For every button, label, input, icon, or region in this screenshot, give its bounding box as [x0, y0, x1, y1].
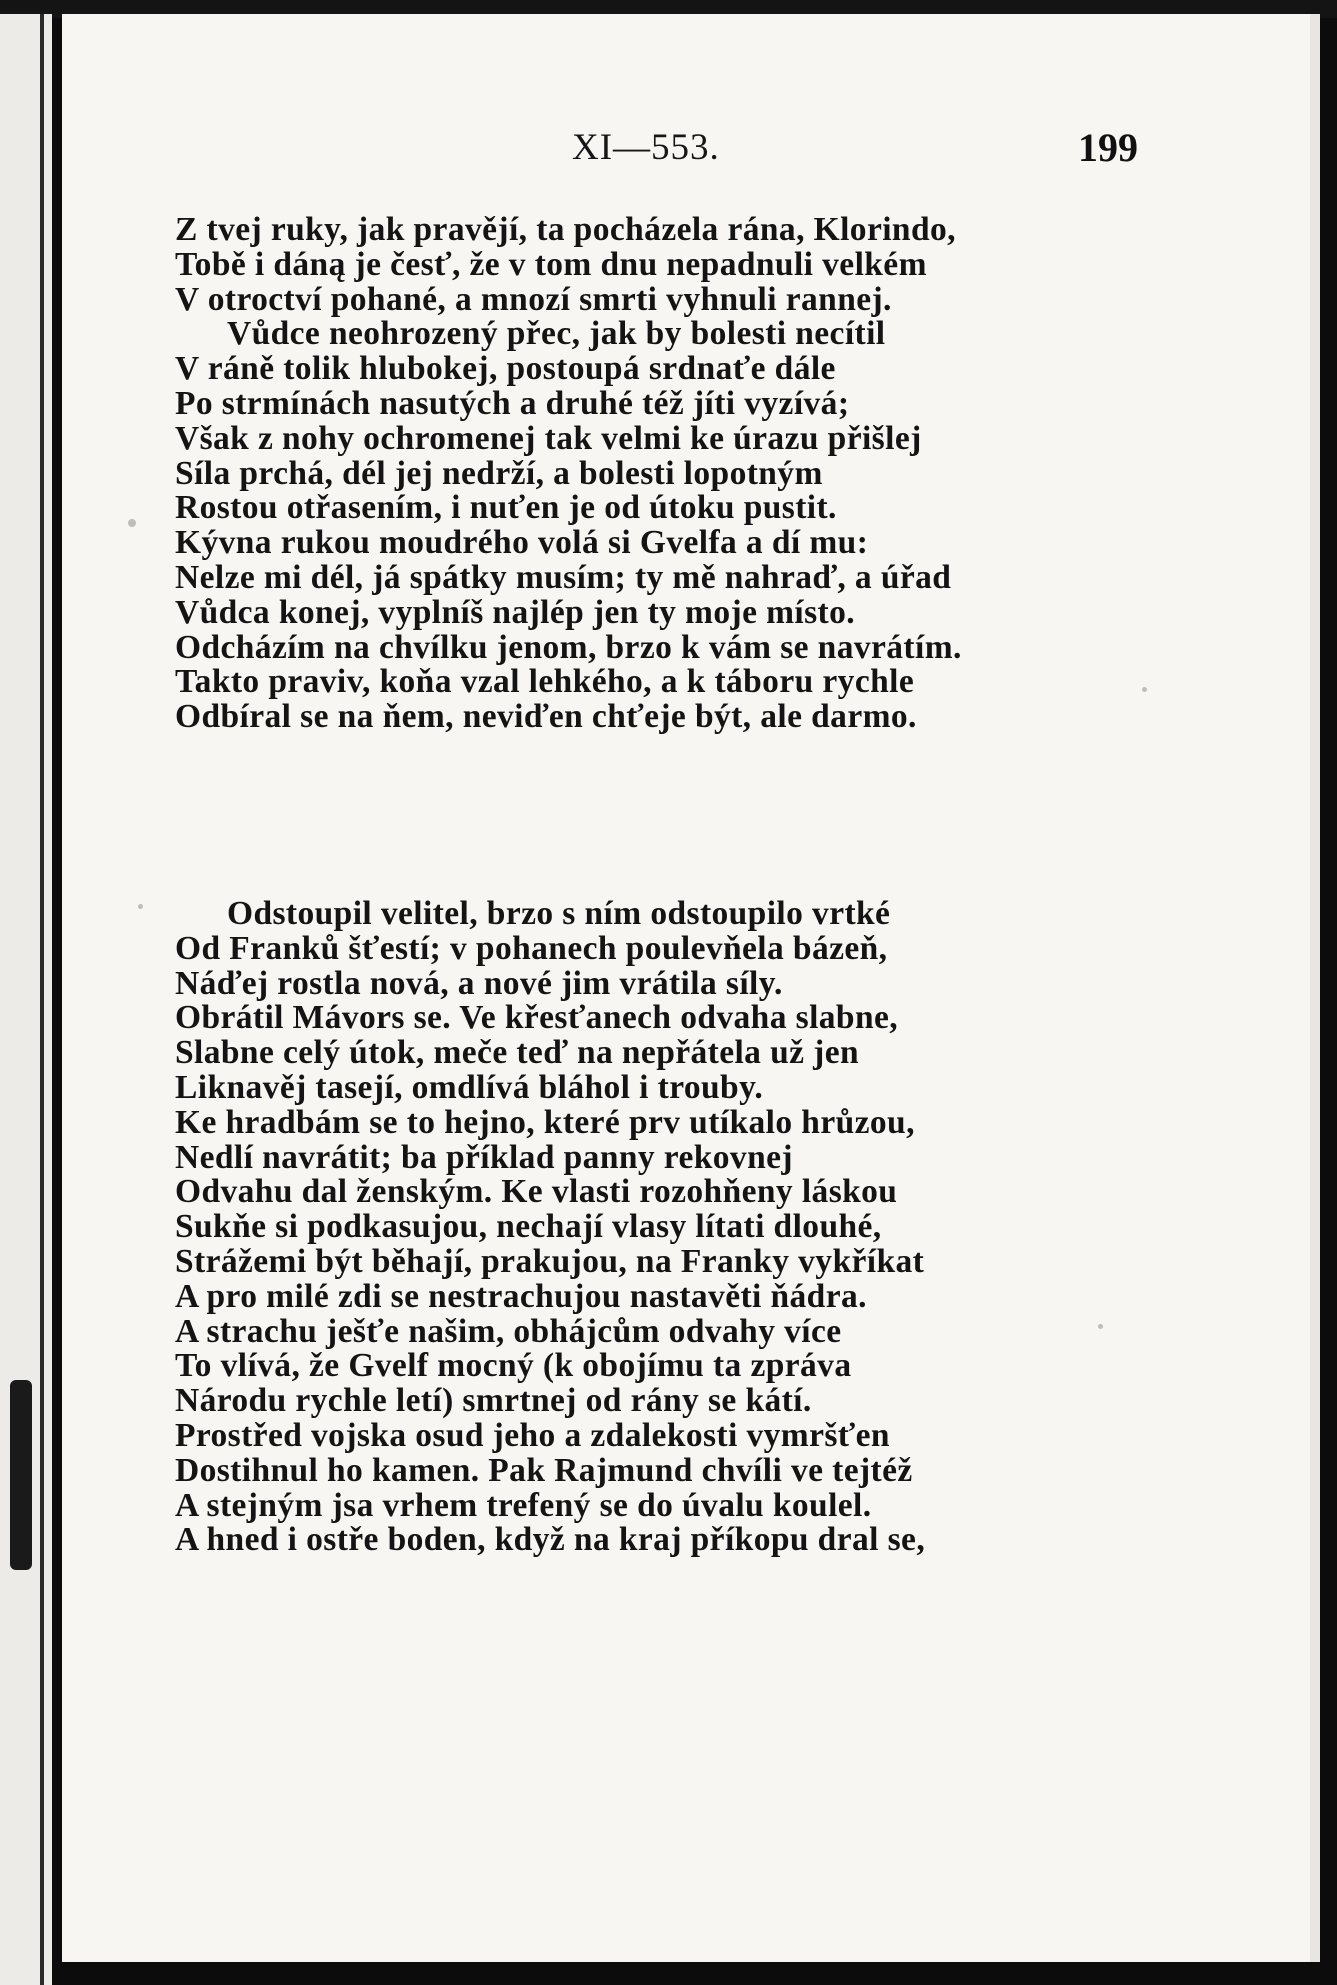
book-page	[62, 14, 1320, 1962]
scan-border-bottom	[52, 1962, 1337, 1985]
verse-line: Kývna rukou moudrého volá si Gvelfa a dí mu:	[175, 524, 869, 562]
verse-line: Nelze mi dél, já spátky musím; ty mě nahraď, a úřad	[175, 558, 952, 596]
binding-mark	[10, 1380, 32, 1570]
verse-line: Odvahu dal ženským. Ke vlasti rozohňeny láskou	[175, 1173, 898, 1211]
verse-line: V ráně tolik hlubokej, postoupá srdnaťe dále	[175, 350, 836, 388]
verse-line: Po strmínách nasutých a druhé též jíti vyzívá;	[175, 384, 850, 422]
paper-speck	[138, 904, 143, 909]
verse-line: Však z nohy ochromenej tak velmi ke úrazu přišlej	[175, 419, 922, 457]
verse-line: Strážemi být běhají, prakujou, na Franky vykříkat	[175, 1242, 925, 1280]
verse-line: Odcházím na chvílku jenom, brzo k vám se navrátím.	[175, 628, 962, 666]
verse-line: Rostou otřasením, i nuťen je od útoku pustit.	[175, 489, 837, 527]
verse-line: Odstoupil velitel, brzo s ním odstoupilo vrtké	[227, 895, 891, 932]
verse-line: A pro milé zdi se nestrachujou nastavěti ňádra.	[175, 1277, 867, 1315]
verse-line: Z tvej ruky, jak pravějí, ta pocházela rána, Klorindo,	[175, 211, 956, 248]
running-head: XI—553.	[572, 127, 720, 168]
verse-line: A hned i ostře boden, když na kraj příkopu dral se,	[175, 1521, 926, 1559]
verse-line: Národu rychle letí) smrtnej od rány se kátí.	[175, 1382, 812, 1420]
verse-line: Odbíral se na ňem, neviďen chťeje být, ale darmo.	[175, 698, 917, 736]
verse-line: Slabne celý útok, meče teď na nepřátela už jen	[175, 1034, 860, 1072]
verse-line: Ke hradbám se to hejno, které prv utíkalo hrůzou,	[175, 1103, 915, 1141]
page-edge-shadow	[1310, 14, 1320, 1962]
stanza-2	[175, 897, 1205, 1558]
verse-line: A stejným jsa vrhem trefený se do úvalu koulel.	[175, 1486, 872, 1524]
paper-speck	[1098, 1324, 1103, 1329]
verse-line: Vůdca konej, vyplníš najlép jen ty moje místo.	[175, 593, 856, 631]
page-header	[62, 120, 1320, 170]
verse-line: To vlívá, že Gvelf mocný (k obojímu ta zpráva	[175, 1347, 852, 1385]
verse-line: Nedlí navrátit; ba příklad panny rekovnej	[175, 1138, 793, 1176]
paper-speck	[1142, 687, 1147, 692]
paper-speck	[128, 519, 136, 527]
verse-line: Od Franků šťestí; v pohanech poulevňela bázeň,	[175, 929, 888, 967]
verse-line: Sukňe si podkasujou, nechají vlasy lítati dlouhé,	[175, 1208, 882, 1246]
adjacent-page-edge	[0, 14, 52, 1985]
verse-line: Dostihnul ho kamen. Pak Rajmund chvíli ve tejtéž	[175, 1451, 913, 1489]
verse-line: A strachu ješťe našim, obhájcům odvahy více	[175, 1312, 842, 1350]
verse-line: Takto praviv, koňa vzal lehkého, a k táboru rychle	[175, 663, 915, 701]
verse-line: Prostřed vojska osud jeho a zdalekosti vymršťen	[175, 1416, 890, 1454]
verse-line: Liknavěj tasejí, omdlívá bláhol i trouby.	[175, 1068, 764, 1106]
verse-line: Tobě i dáną je česť, že v tom dnu nepadnuli velkém	[175, 245, 927, 283]
stanza-1	[175, 213, 1205, 735]
verse-line: Síla prchá, dél jej nedrží, a bolesti lopotným	[175, 454, 823, 492]
verse-line: Obrátil Mávors se. Ve křesťanech odvaha slabne,	[175, 999, 899, 1037]
verse-line: Náďej rostla nová, a nové jim vrátila síly.	[175, 964, 783, 1002]
verse-line: V otroctví pohané, a mnozí smrti vyhnuli rannej.	[175, 280, 892, 318]
page-number: 199	[1078, 125, 1138, 170]
verse-line: Vůdce neohrozený přec, jak by bolesti necítil	[227, 315, 886, 353]
gutter-line	[40, 14, 44, 1985]
